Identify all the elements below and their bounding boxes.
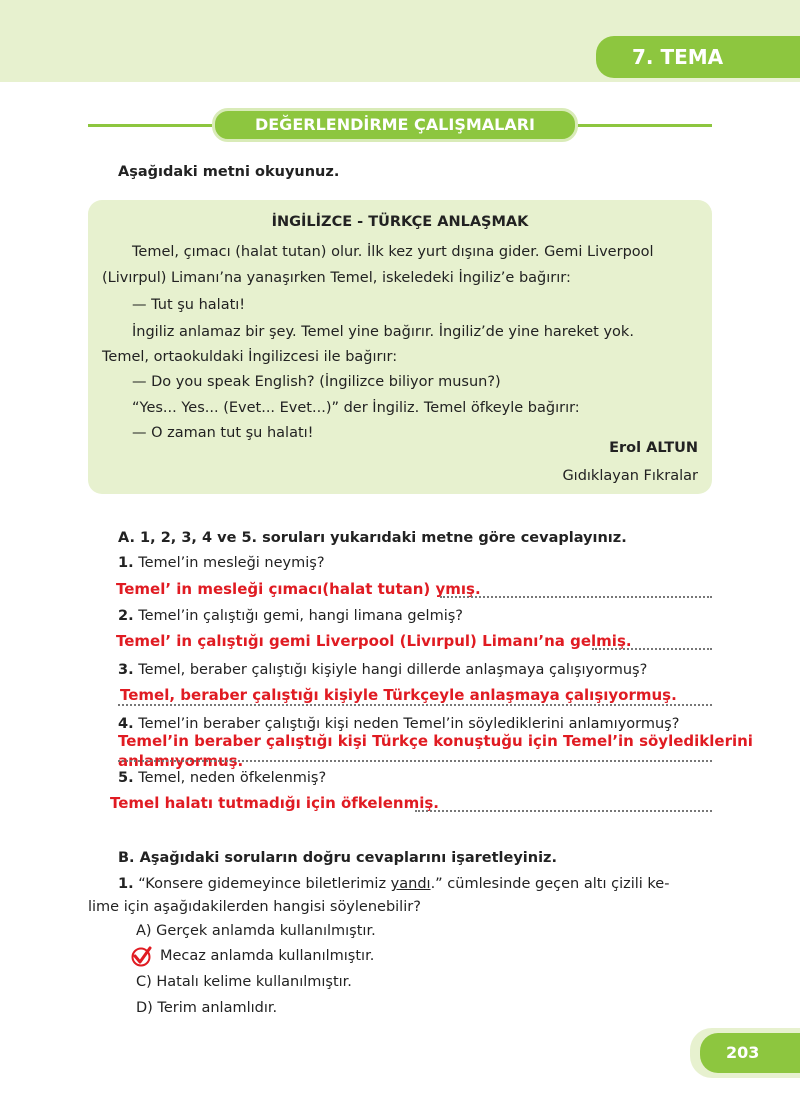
answer-4: Temel’in beraber çalıştığı kişi Türkçe konuştuğu için Temel’in söylediklerini (118, 732, 753, 750)
title-rule-right (572, 124, 712, 127)
story-line: “Yes... Yes... (Evet... Evet...)” der İngiliz. Temel öfkeyle bağırır: (132, 400, 580, 416)
question-2: 2. Temel’in çalıştığı gemi, hangi limana gelmiş? (118, 608, 463, 624)
story-line: Temel, ortaokuldaki İngilizcesi ile bağırır: (102, 349, 398, 365)
question-4: 4. Temel’in beraber çalıştığı kişi neden Temel’in söylediklerini anlamıyormuş? (118, 716, 680, 732)
option-c[interactable]: C) Hatalı kelime kullanılmıştır. (136, 974, 352, 990)
story-line: İngiliz anlamaz bir şey. Temel yine bağırır. İngiliz’de yine hareket yok. (132, 324, 634, 340)
story-line: — Do you speak English? (İngilizce biliyor musun?) (132, 374, 501, 390)
story-author: Erol ALTUN (609, 440, 698, 456)
option-d[interactable]: D) Terim anlamlıdır. (136, 1000, 278, 1016)
story-line: — O zaman tut şu halatı! (132, 425, 314, 441)
story-title: İNGİLİZCE - TÜRKÇE ANLAŞMAK (271, 214, 529, 230)
answer-line (440, 596, 712, 598)
question-5: 5. Temel, neden öfkelenmiş? (118, 770, 327, 786)
section-title: DEĞERLENDİRME ÇALIŞMALARI (212, 108, 578, 142)
question-3: 3. Temel, beraber çalıştığı kişiyle hangi dillerde anlaşmaya çalışıyormuş? (118, 662, 648, 678)
story-panel (88, 200, 712, 494)
part-a-heading: A. 1, 2, 3, 4 ve 5. soruları yukarıdaki metne göre cevaplayınız. (118, 530, 627, 546)
answer-3: Temel, beraber çalıştığı kişiyle Türkçeyle anlaşmaya çalışıyormuş. (120, 686, 677, 704)
answer-line (118, 760, 712, 762)
checkmark-icon (130, 945, 152, 967)
story-line: — Tut şu halatı! (132, 297, 246, 313)
question-b1: 1. “Konsere gidemeyince biletlerimiz yandı.” cümlesinde geçen altı çizili ke- (118, 876, 670, 892)
option-b[interactable]: Mecaz anlamda kullanılmıştır. (160, 948, 375, 964)
reading-instruction: Aşağıdaki metni okuyunuz. (118, 164, 340, 180)
title-rule-left (88, 124, 218, 127)
answer-line (118, 704, 712, 706)
story-source: Gıdıklayan Fıkralar (562, 468, 698, 484)
option-a[interactable]: A) Gerçek anlamda kullanılmıştır. (136, 923, 376, 939)
answer-4-continued: anlamıyormuş. (118, 752, 244, 770)
answer-1: Temel’ in mesleği çımacı(halat tutan) ymış. (116, 580, 481, 598)
part-b-heading: B. Aşağıdaki soruların doğru cevaplarını işaretleyiniz. (118, 850, 558, 866)
question-1: 1. Temel’in mesleği neymiş? (118, 555, 325, 571)
answer-2: Temel’ in çalıştığı gemi Liverpool (Livırpul) Limanı’na gelmiş. (116, 632, 632, 650)
question-b1-line2: lime için aşağıdakilerden hangisi söylenebilir? (88, 899, 421, 915)
story-line: Temel, çımacı (halat tutan) olur. İlk kez yurt dışına gider. Gemi Liverpool (132, 244, 654, 260)
answer-line (592, 648, 712, 650)
story-line: (Livırpul) Limanı’na yanaşırken Temel, iskeledeki İngiliz’e bağırır: (102, 270, 571, 286)
tema-label: 7. TEMA (596, 36, 800, 78)
underlined-word: yandı (390, 876, 431, 892)
page-number: 203 (700, 1033, 800, 1073)
answer-5: Temel halatı tutmadığı için öfkelenmiş. (110, 794, 439, 812)
answer-line (415, 810, 712, 812)
